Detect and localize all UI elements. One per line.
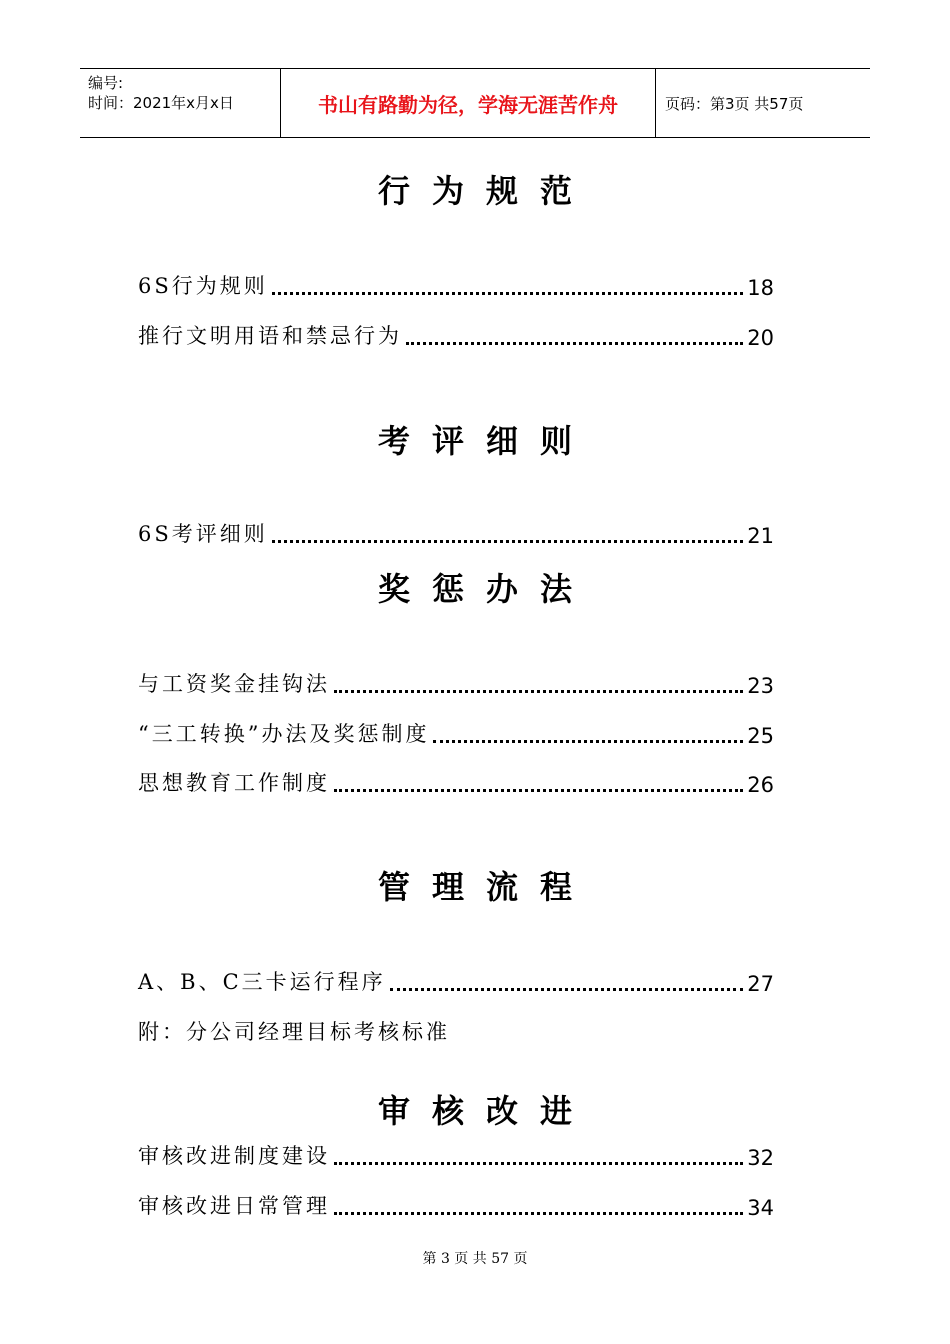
header-page-info: 页码：第3页 共57页	[665, 94, 804, 113]
toc-entry-page: 26	[747, 773, 774, 797]
leader-dots	[406, 342, 743, 345]
header-meta	[80, 69, 280, 137]
toc-entry-text: 推行文明用语和禁忌行为	[138, 324, 402, 348]
toc-entry-text: 审核改进日常管理	[138, 1194, 330, 1218]
toc-entry-text: 附：分公司经理目标考核标准	[138, 1020, 450, 1044]
leader-dots	[334, 1162, 743, 1165]
toc-entry-page: 32	[747, 1146, 774, 1170]
section-title: 管理流程	[377, 868, 594, 906]
toc-entry[interactable]	[138, 1138, 774, 1170]
toc-entry-page: 23	[747, 674, 774, 698]
toc-entry-page: 18	[747, 276, 774, 300]
toc-entry-text: 审核改进制度建设	[138, 1144, 330, 1168]
leader-dots	[272, 540, 744, 543]
toc-entry-page: 25	[747, 724, 774, 748]
leader-dots	[334, 789, 743, 792]
toc-entry[interactable]	[138, 516, 774, 548]
toc-entry[interactable]	[138, 268, 774, 300]
toc-entry-page: 20	[747, 326, 774, 350]
section-title: 考评细则	[377, 422, 594, 460]
page-header	[80, 68, 870, 138]
toc-entry-text: 6S考评细则	[138, 522, 268, 546]
toc-entry[interactable]	[138, 1188, 774, 1220]
toc-entry[interactable]	[138, 1014, 774, 1046]
toc-entry[interactable]	[138, 964, 774, 996]
section-title: 奖惩办法	[377, 570, 594, 608]
toc-entry[interactable]	[138, 716, 774, 748]
page-footer: 第 3 页 共 57 页	[422, 1251, 528, 1267]
toc-entry-text: A、B、C三卡运行程序	[138, 970, 386, 994]
toc-entry[interactable]	[138, 318, 774, 350]
leader-dots	[433, 740, 743, 743]
leader-dots	[272, 292, 744, 295]
toc-entry[interactable]	[138, 666, 774, 698]
toc-entry-page: 21	[747, 524, 774, 548]
toc-entry-text: “三工转换”办法及奖惩制度	[138, 722, 430, 746]
time-label: 时间：2021年x月x日	[88, 94, 234, 112]
section-title: 审核改进	[377, 1092, 594, 1130]
leader-dots	[334, 1212, 743, 1215]
header-motto: 书山有路勤为径，学海无涯苦作舟	[280, 69, 656, 137]
leader-dots	[390, 988, 744, 991]
leader-dots	[334, 690, 743, 693]
toc-entry-page: 27	[747, 972, 774, 996]
section-title: 行为规范	[377, 172, 594, 210]
number-label: 编号:	[88, 74, 124, 92]
toc-entry-text: 6S行为规则	[138, 274, 268, 298]
toc-entry-text: 与工资奖金挂钩法	[138, 672, 330, 696]
toc-entry-page: 34	[747, 1196, 774, 1220]
toc-entry[interactable]	[138, 765, 774, 797]
toc-entry-text: 思想教育工作制度	[138, 771, 330, 795]
